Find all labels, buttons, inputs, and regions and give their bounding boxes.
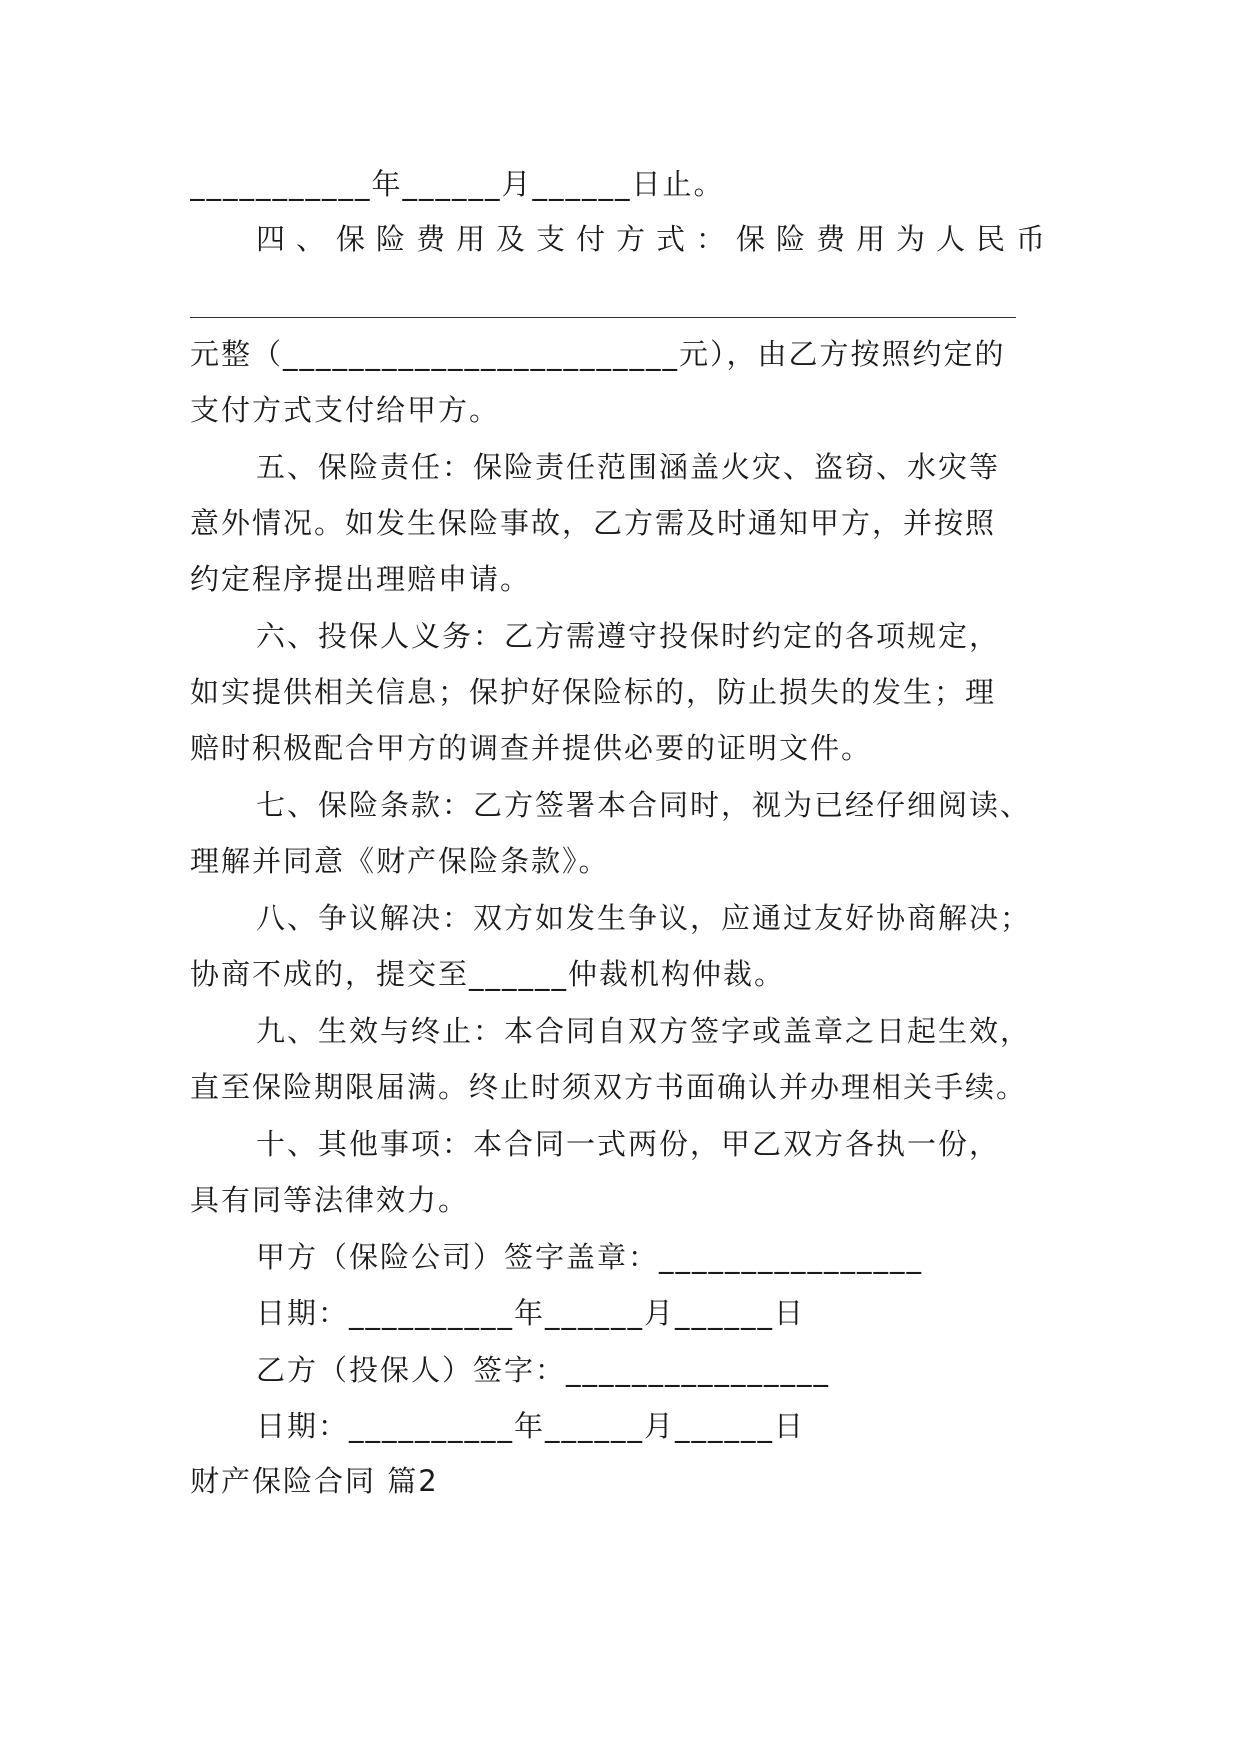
clause-9-line-2: 直至保险期限届满。终止时须双方书面确认并办理相关手续。 <box>190 1070 1028 1104</box>
clause-5-line-2: 意外情况。如发生保险事故，乙方需及时通知甲方，并按照 <box>190 506 997 540</box>
party-b-signature-line: 乙方（投保人）签字：________________ <box>256 1353 831 1387</box>
clause-10-line-1: 十、其他事项：本合同一式两份，甲乙双方各执一份， <box>256 1127 1001 1161</box>
clause-9-line-1: 九、生效与终止：本合同自双方签字或盖章之日起生效， <box>256 1014 1032 1048</box>
clause-4-line-3: 支付方式支付给甲方。 <box>190 393 501 427</box>
premium-amount-blank-rule <box>190 317 1016 318</box>
clause-5-line-3: 约定程序提出理赔申请。 <box>190 562 532 596</box>
party-a-signature-line: 甲方（保险公司）签字盖章：________________ <box>256 1240 924 1274</box>
clause-8-line-2: 协商不成的，提交至______仲裁机构仲裁。 <box>190 957 786 991</box>
term-end-date-line: ___________年______月______日止。 <box>190 167 725 201</box>
next-section-title: 财产保险合同 篇2 <box>190 1464 439 1498</box>
clause-6-line-2: 如实提供相关信息；保护好保险标的，防止损失的发生；理 <box>190 675 997 709</box>
party-b-date-line: 日期：__________年______月______日 <box>256 1409 806 1443</box>
clause-6-line-3: 赔时积极配合甲方的调查并提供必要的证明文件。 <box>190 731 873 765</box>
clause-5-line-1: 五、保险责任：保险责任范围涵盖火灾、盗窃、水灾等 <box>256 450 1001 484</box>
clause-4-heading: 四、保险费用及支付方式：保险费用为人民币 <box>256 222 1057 256</box>
clause-8-line-1: 八、争议解决：双方如发生争议，应通过友好协商解决； <box>256 901 1032 935</box>
clause-10-line-2: 具有同等法律效力。 <box>190 1183 470 1217</box>
clause-7-line-1: 七、保险条款：乙方签署本合同时，视为已经仔细阅读、 <box>256 788 1032 822</box>
clause-7-line-2: 理解并同意《财产保险条款》。 <box>190 844 610 878</box>
clause-4-line-2: 元整（________________________元），由乙方按照约定的 <box>190 337 1006 371</box>
clause-6-line-1: 六、投保人义务：乙方需遵守投保时约定的各项规定， <box>256 619 1001 653</box>
party-a-date-line: 日期：__________年______月______日 <box>256 1296 806 1330</box>
